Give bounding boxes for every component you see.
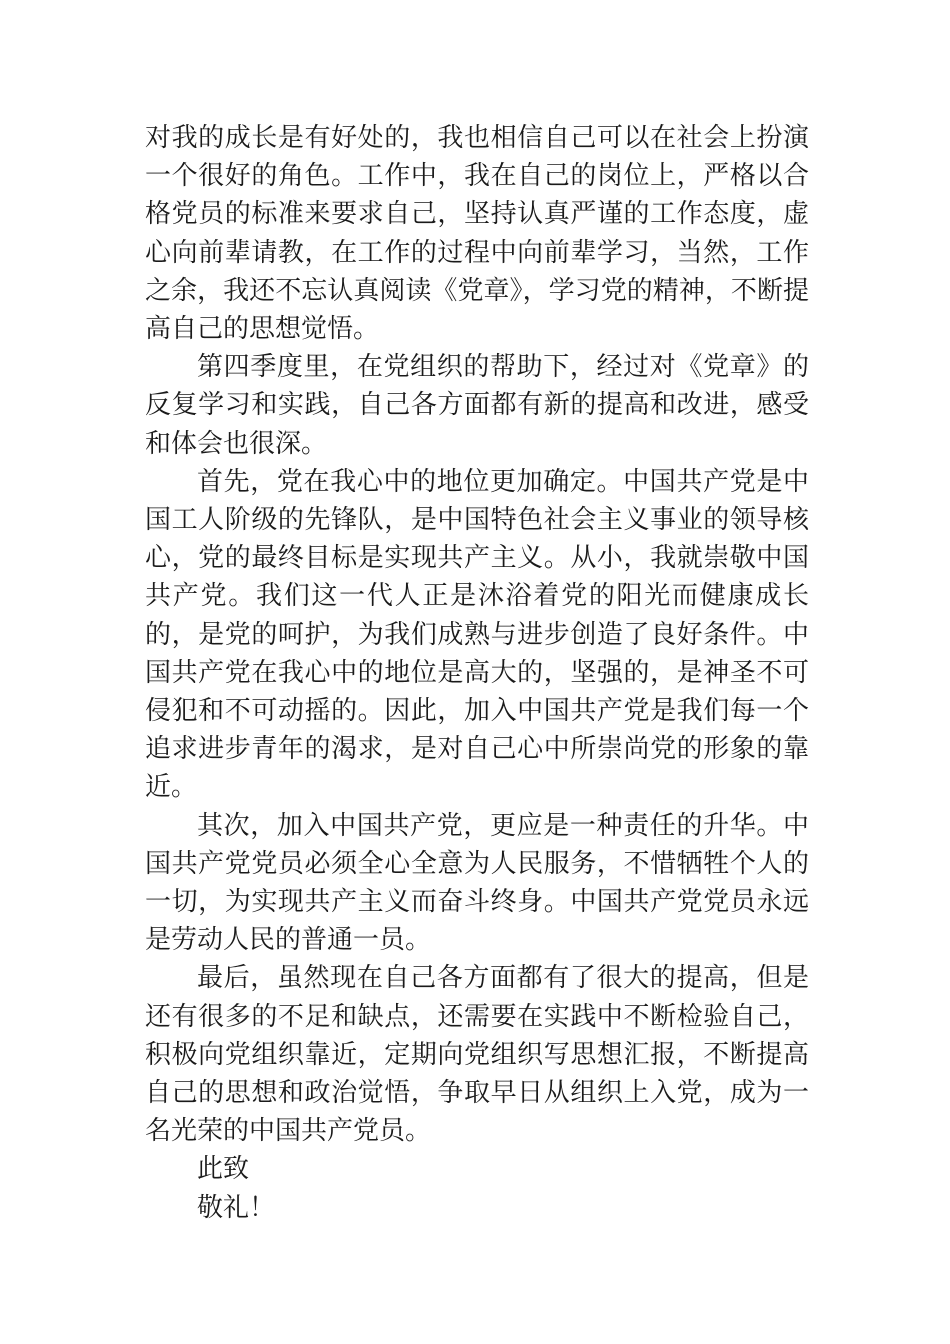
- paragraph-first: 首先，党在我心中的地位更加确定。中国共产党是中国工人阶级的先锋队，是中国特色社会主义事业的领导核心，党的最终目标是实现共产主义。从小，我就崇敬中国共产党。我们这一代人正是沐浴着党的阳光而健康成长的，是党的呵护，为我们成熟与进步创造了良好条件。中国共产党在我心中的地位是高大的，坚强的，是神圣不可侵犯和不可动摇的。因此，加入中国共产党是我们每一个追求进步青年的渴求，是对自己心中所崇尚党的形象的靠近。: [145, 466, 809, 803]
- paragraph-fourth-quarter: 第四季度里，在党组织的帮助下，经过对《党章》的反复学习和实践，自己各方面都有新的提高和改进，感受和体会也很深。: [145, 352, 809, 459]
- paragraph-last: 最后，虽然现在自己各方面都有了很大的提高，但是还有很多的不足和缺点，还需要在实践中不断检验自己，积极向党组织靠近，定期向党组织写思想汇报，不断提高自己的思想和政治觉悟，争取早日从组织上入党，成为一名光荣的中国共产党员。: [145, 963, 809, 1147]
- document-page: [145, 119, 809, 1227]
- closing-regards: 敬礼！: [197, 1192, 276, 1223]
- paragraph-continuation: 对我的成长是有好处的，我也相信自己可以在社会上扮演一个很好的角色。工作中，我在自己的岗位上，严格以合格党员的标准来要求自己，坚持认真严谨的工作态度，虚心向前辈请教，在工作的过程中向前辈学习，当然，工作之余，我还不忘认真阅读《党章》，学习党的精神，不断提高自己的思想觉悟。: [145, 123, 809, 345]
- closing-salutation: 此致: [197, 1154, 250, 1185]
- paragraph-second: 其次，加入中国共产党，更应是一种责任的升华。中国共产党党员必须全心全意为人民服务，不惜牺牲个人的一切，为实现共产主义而奋斗终身。中国共产党党员永远是劳动人民的普通一员。: [145, 810, 809, 956]
